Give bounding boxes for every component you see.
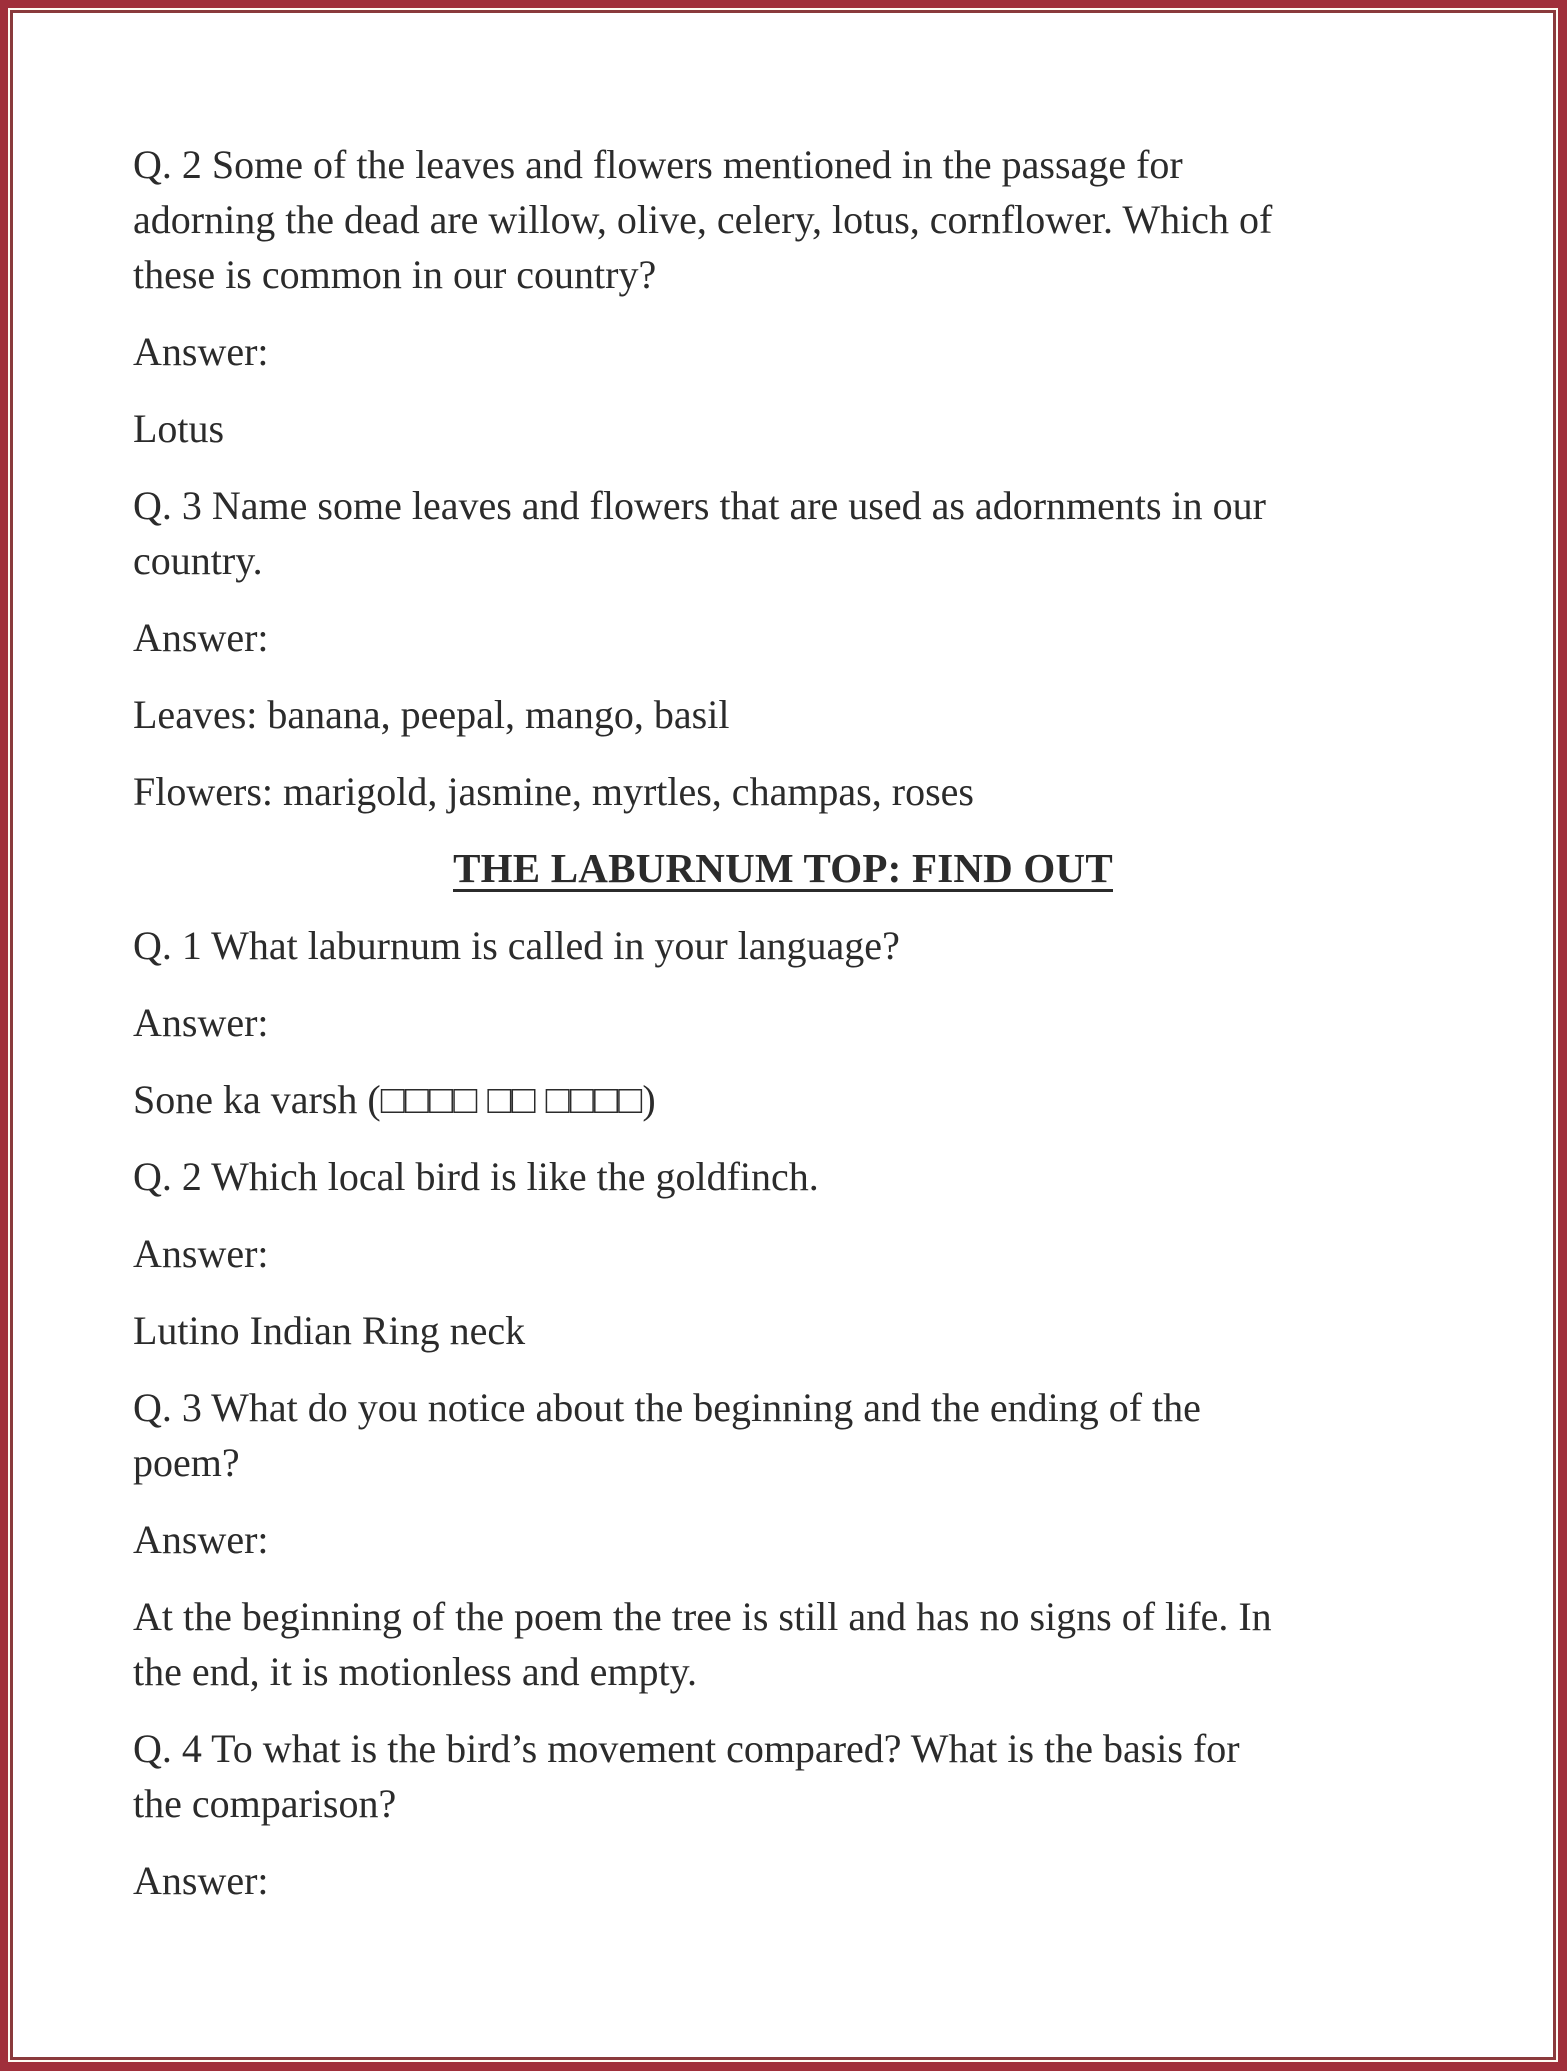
text-line: Lotus xyxy=(133,406,225,451)
text-line: Answer: xyxy=(133,615,269,660)
text-line: Answer: xyxy=(133,329,269,374)
text-line: the end, it is motionless and empty. xyxy=(133,1649,698,1694)
question-3-text xyxy=(133,1380,1433,1490)
text-line: At the beginning of the poem the tree is still and has no signs of life. In xyxy=(133,1594,1272,1639)
text-line: Flowers: marigold, jasmine, myrtles, champas, roses xyxy=(133,769,974,814)
answer-text-flowers xyxy=(133,764,1433,819)
answer-text xyxy=(133,1072,1433,1127)
text-line: Answer: xyxy=(133,1000,269,1045)
text-line: these is common in our country? xyxy=(133,252,657,297)
text-line: poem? xyxy=(133,1440,240,1485)
text-line: Answer: xyxy=(133,1858,269,1903)
text-line: Leaves: banana, peepal, mango, basil xyxy=(133,692,730,737)
text-line: Q. 4 To what is the bird’s movement compared? What is the basis for xyxy=(133,1726,1240,1771)
document-content xyxy=(133,137,1433,1930)
text-line: the comparison? xyxy=(133,1781,397,1826)
question-2-text xyxy=(133,1149,1433,1204)
text-line: Sone ka varsh (□□□□ □□ □□□□) xyxy=(133,1077,656,1122)
answer-label xyxy=(133,324,1433,379)
text-line: Q. 2 Which local bird is like the goldfinch. xyxy=(133,1154,819,1199)
answer-label xyxy=(133,1853,1433,1908)
answer-label xyxy=(133,1226,1433,1281)
question-2-text xyxy=(133,137,1433,302)
answer-text-leaves xyxy=(133,687,1433,742)
text-line: Q. 2 Some of the leaves and flowers mentioned in the passage for xyxy=(133,142,1183,187)
text-line: Answer: xyxy=(133,1231,269,1276)
question-3-text xyxy=(133,478,1433,588)
text-line: Lutino Indian Ring neck xyxy=(133,1308,526,1353)
text-line: Q. 3 Name some leaves and flowers that are used as adornments in our xyxy=(133,483,1266,528)
question-1-text xyxy=(133,918,1433,973)
text-line: country. xyxy=(133,538,263,583)
section-heading-text: THE LABURNUM TOP: FIND OUT xyxy=(453,845,1113,891)
text-line: Q. 3 What do you notice about the beginning and the ending of the xyxy=(133,1385,1201,1430)
answer-label xyxy=(133,610,1433,665)
answer-text xyxy=(133,1303,1433,1358)
section-heading xyxy=(133,841,1433,896)
answer-text xyxy=(133,401,1433,456)
answer-label xyxy=(133,1512,1433,1567)
text-line: Q. 1 What laburnum is called in your language? xyxy=(133,923,900,968)
question-4-text xyxy=(133,1721,1433,1831)
text-line: adorning the dead are willow, olive, celery, lotus, cornflower. Which of xyxy=(133,197,1273,242)
answer-label xyxy=(133,995,1433,1050)
answer-text xyxy=(133,1589,1433,1699)
text-line: Answer: xyxy=(133,1517,269,1562)
